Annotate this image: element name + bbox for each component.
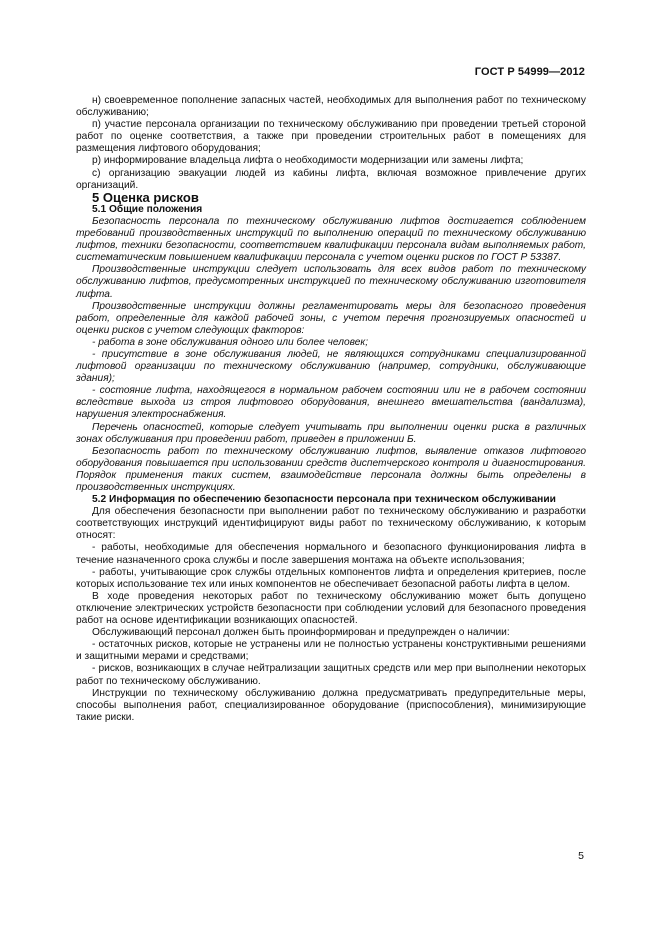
list-item: н) своевременное пополнение запасных частей, необходимых для выполнения работ по техническому обслуживанию;	[76, 95, 586, 119]
list-item: п) участие персонала организации по техническому обслуживанию при проведении третьей стороной работ по оценке соответствия, а также при проведении строительных работ в помещениях для размещения лифтового оборудования;	[76, 119, 586, 155]
paragraph: Обслуживающий персонал должен быть проинформирован и предупрежден о наличии:	[92, 627, 510, 639]
paragraph: Производственные инструкции должны регламентировать меры для безопасного проведения работ, определенные для каждой рабочей зоны, с учетом перечня прогнозируемых опасностей и оценки рисков с учетом следующих факторов:	[76, 300, 586, 336]
list-item: с) организацию эвакуации людей из кабины лифта, включая возможное привлечение других организаций.	[76, 167, 586, 191]
bullet-item: - остаточных рисков, которые не устранены или не полностью устранены конструктивными решениями и защитными мерами и средствами;	[76, 639, 586, 663]
page-number: 5	[578, 850, 584, 862]
bullet-item: - работы, учитывающие срок службы отдельных компонентов лифта и определения критериев, после которых использование тех или иных компонентов не обеспечивает безопасной работы лифта в целом.	[76, 566, 586, 590]
section-5-1-heading: 5.1 Общие положения	[92, 203, 203, 215]
bullet-item: - работа в зоне обслуживания одного или более человек;	[92, 336, 369, 348]
document-code-header: ГОСТ Р 54999—2012	[474, 66, 585, 78]
paragraph: Перечень опасностей, которые следует учитывать при выполнении оценки риска в различных зонах обслуживания при проведении работ, приведен в приложении Б.	[76, 421, 586, 445]
page-content	[76, 95, 586, 724]
paragraph: Производственные инструкции следует использовать для всех видов работ по техническому обслуживанию лифтов, предусмотренных инструкцией по техническому обслуживанию изготовителя лифта.	[76, 264, 586, 300]
list-item: р) информирование владельца лифта о необходимости модернизации или замены лифта;	[92, 155, 524, 167]
bullet-item: - присутствие в зоне обслуживания людей, не являющихся сотрудниками специализированной лифтовой организации по техническому обслуживанию (например, сотрудники, обслуживающие здания);	[76, 348, 586, 385]
paragraph: Для обеспечения безопасности при выполнении работ по техническому обслуживанию и разработки соответствующих инструкций идентифицируют виды работ по техническому обслуживанию, к которым относят:	[76, 506, 586, 542]
bullet-item: - работы, необходимые для обеспечения нормального и безопасного функционирования лифта в течение назначенного срока службы и после завершения монтажа на объекте использования;	[76, 542, 586, 566]
section-5-2-heading: 5.2 Информация по обеспечению безопасности персонала при техническом обслуживании	[92, 494, 556, 506]
bullet-item: - состояние лифта, находящегося в нормальном рабочем состоянии или не в рабочем состоянии вследствие выхода из строя лифтового оборудования, внешнего вмешательства (вандализма), нарушения электроснабжения.	[76, 385, 586, 421]
paragraph: Безопасность персонала по техническому обслуживанию лифтов достигается соблюдением требований производственных инструкций по выполнению операций по техническому обслуживанию лифтов, техники безопасности, соответствием квалификации персонала видам выполняемых работ, систематическим повышением квалификации персонала с учетом оценки рисков по ГОСТ Р 53387.	[76, 215, 586, 264]
section-5-heading: 5 Оценка рисков	[92, 189, 199, 205]
paragraph: Безопасность работ по техническому обслуживанию лифтов, выявление отказов лифтового оборудования повышается при использовании средств диспетчерского контроля и диагностирования. Порядок применения таких систем, взаимодействие персонала должны быть определены в производственных инструкциях.	[76, 445, 586, 493]
bullet-item: - рисков, возникающих в случае нейтрализации защитных средств или мер при выполнении некоторых работ по техническому обслуживанию.	[76, 663, 586, 687]
paragraph: В ходе проведения некоторых работ по техническому обслуживанию может быть допущено отключение электрических устройств безопасности при соблюдении условий для безопасного проведения работ на основе идентификации возникающих опасностей.	[76, 590, 586, 627]
paragraph: Инструкции по техническому обслуживанию должна предусматривать предупредительные меры, способы выполнения работ, специализированное оборудование (приспособления), минимизирующие такие риски.	[76, 687, 586, 723]
